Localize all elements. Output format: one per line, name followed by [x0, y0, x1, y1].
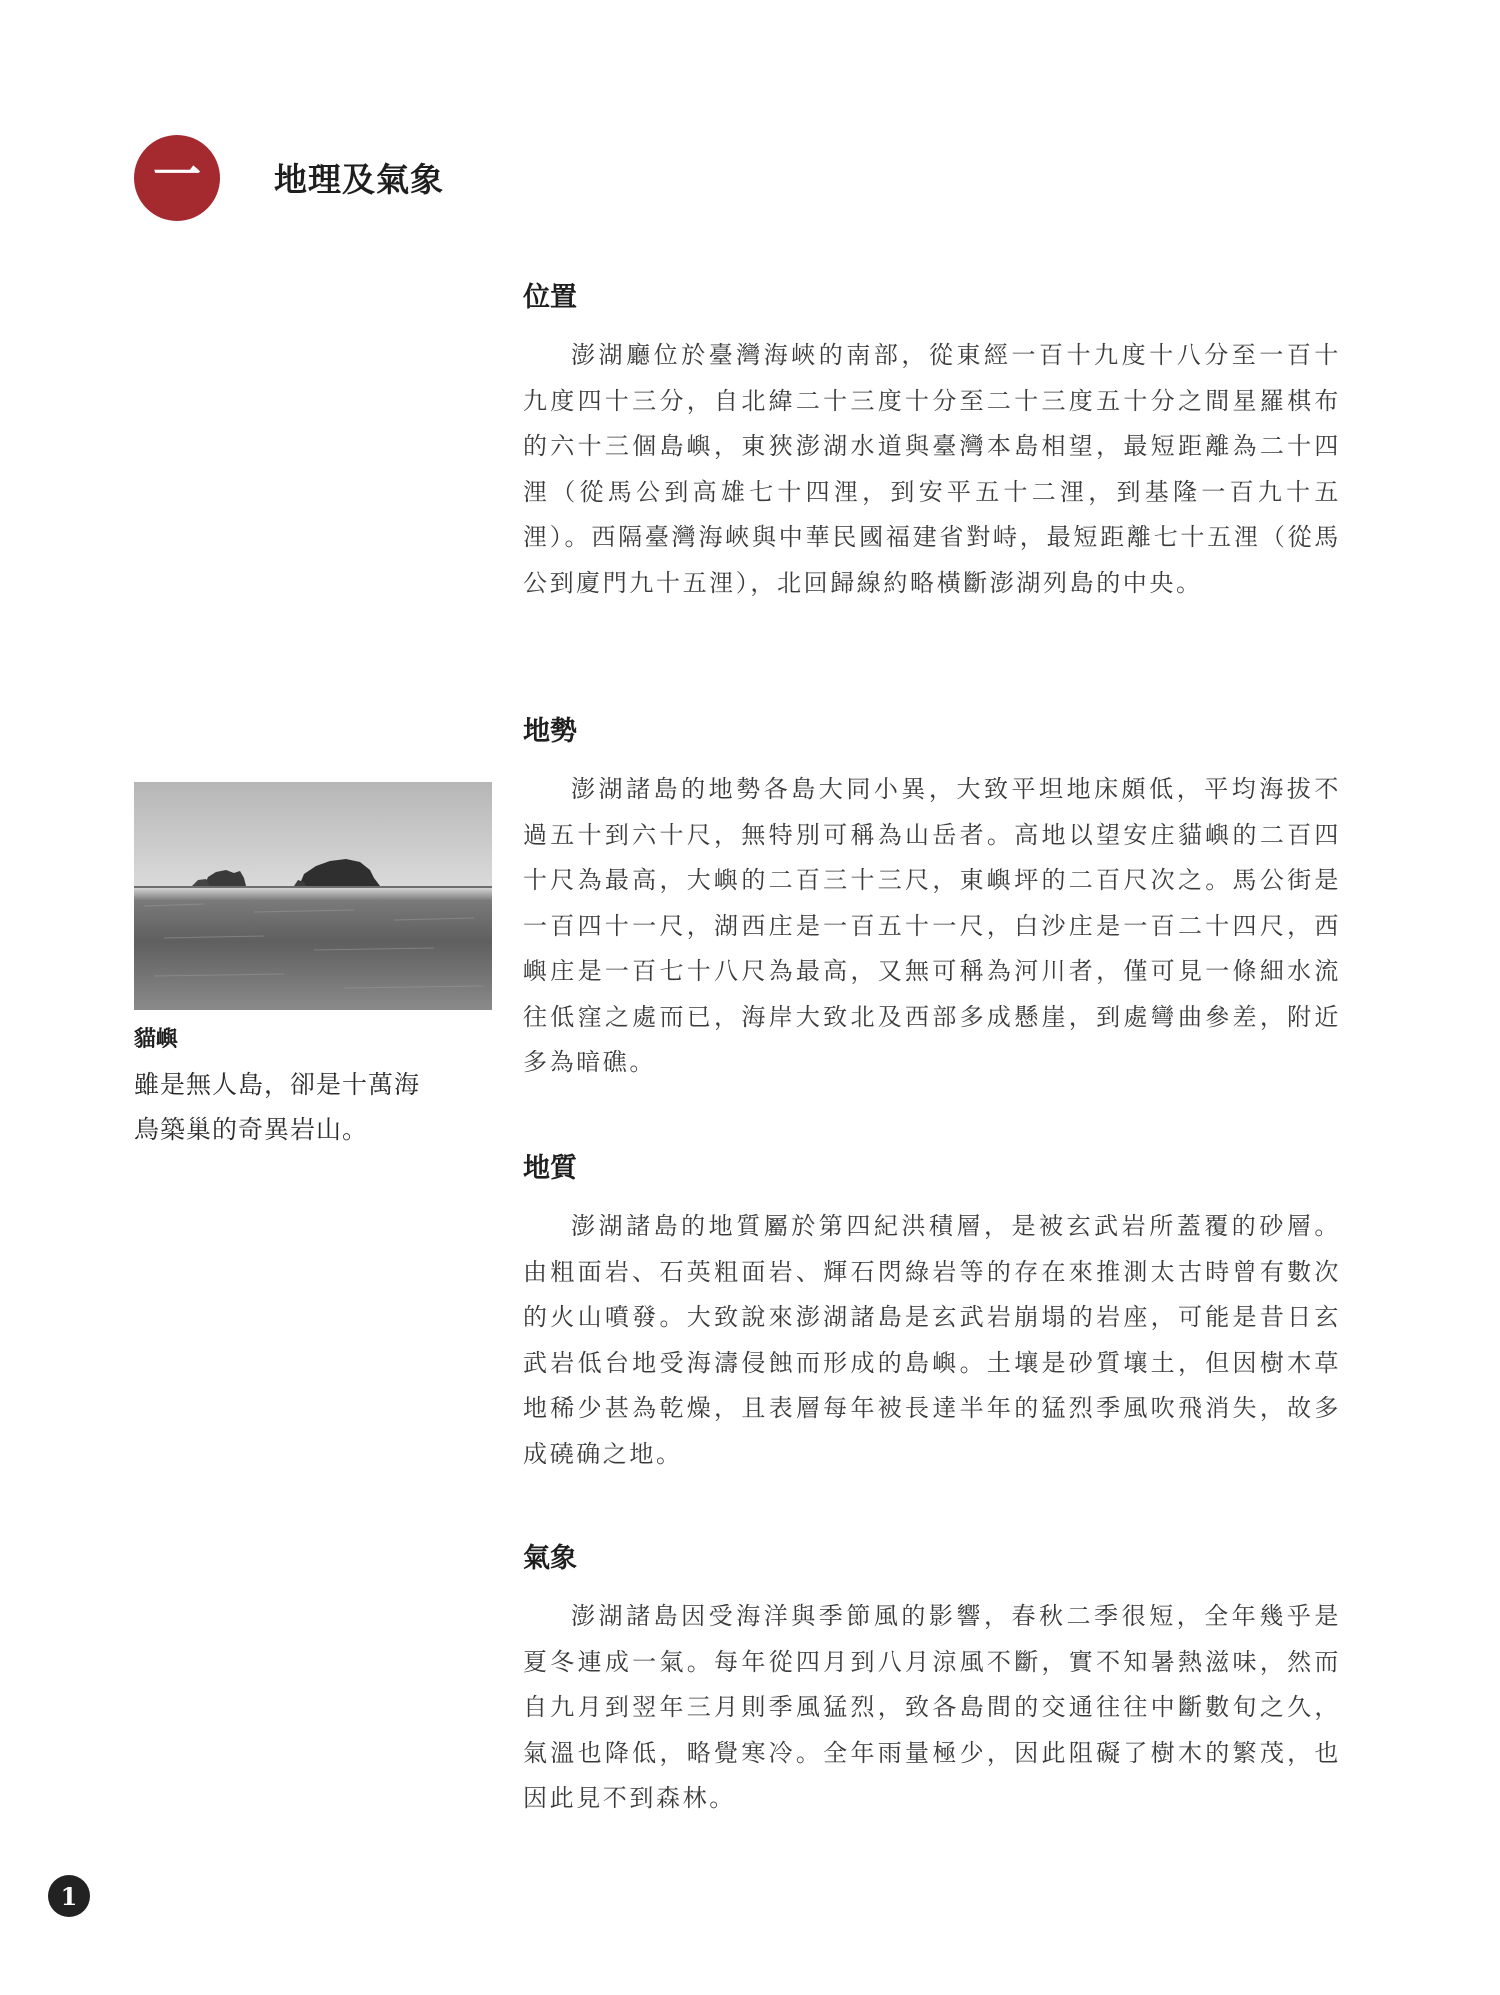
- photo-caption-text: 雖是無人島，卻是十萬海鳥築巢的奇異岩山。: [134, 1070, 421, 1144]
- chapter-number-badge: [134, 135, 220, 221]
- section-body: 澎湖諸島因受海洋與季節風的影響，春秋二季很短，全年幾乎是夏冬連成一氣。每年從四月到八月涼風不斷，實不知暑熱滋味，然而自九月到翌年三月則季風猛烈，致各島間的交通往往中斷數旬之久，氣溫也降低，略覺寒冷。全年雨量極少，因此阻礙了樹木的繁茂，也因此見不到森林。: [523, 1602, 1341, 1812]
- section-heading: 地質: [523, 1153, 577, 1184]
- page-number-badge: [48, 1875, 90, 1917]
- section-heading: 氣象: [523, 1543, 577, 1574]
- chapter-title: 地理及氣象: [274, 160, 444, 199]
- section-climate: [523, 1545, 1341, 1822]
- section-heading: 地勢: [523, 716, 577, 747]
- photo-caption-title: 貓嶼: [134, 1026, 179, 1052]
- section-terrain: [523, 718, 1341, 1086]
- page-number: 1: [60, 1881, 78, 1911]
- section-body: 澎湖諸島的地勢各島大同小異，大致平坦地床頗低，平均海拔不過五十到六十尺，無特別可稱為山岳者。高地以望安庄貓嶼的二百四十尺為最高，大嶼的二百三十三尺，東嶼坪的二百尺次之。馬公街是一百四十一尺，湖西庄是一百五十一尺，白沙庄是一百二十四尺，西嶼庄是一百七十八尺為最高，又無可稱為河川者，僅可見一條細水流往低窪之處而已，海岸大致北及西部多成懸崖，到處彎曲參差，附近多為暗礁。: [523, 775, 1341, 1076]
- section-geology: [523, 1155, 1341, 1477]
- island-photo-illustration: [134, 782, 492, 1010]
- section-heading: 位置: [523, 282, 577, 313]
- island-photo: [134, 782, 492, 1010]
- section-body: 澎湖諸島的地質屬於第四紀洪積層，是被玄武岩所蓋覆的砂層。由粗面岩、石英粗面岩、輝石閃綠岩等的存在來推測太古時曾有數次的火山噴發。大致說來澎湖諸島是玄武岩崩塌的岩座，可能是昔日玄武岩低台地受海濤侵蝕而形成的島嶼。土壤是砂質壤土，但因樹木草地稀少甚為乾燥，且表層每年被長達半年的猛烈季風吹飛消失，故多成磽确之地。: [523, 1212, 1341, 1468]
- section-body: 澎湖廳位於臺灣海峽的南部，從東經一百十九度十八分至一百十九度四十三分，自北緯二十三度十分至二十三度五十分之間星羅棋布的六十三個島嶼，東狹澎湖水道與臺灣本島相望，最短距離為二十四浬（從馬公到高雄七十四浬，到安平五十二浬，到基隆一百九十五浬）。西隔臺灣海峽與中華民國福建省對峙，最短距離七十五浬（從馬公到廈門九十五浬），北回歸線約略橫斷澎湖列島的中央。: [523, 341, 1341, 597]
- chapter-number: 一: [152, 147, 201, 203]
- section-location: [523, 284, 1341, 606]
